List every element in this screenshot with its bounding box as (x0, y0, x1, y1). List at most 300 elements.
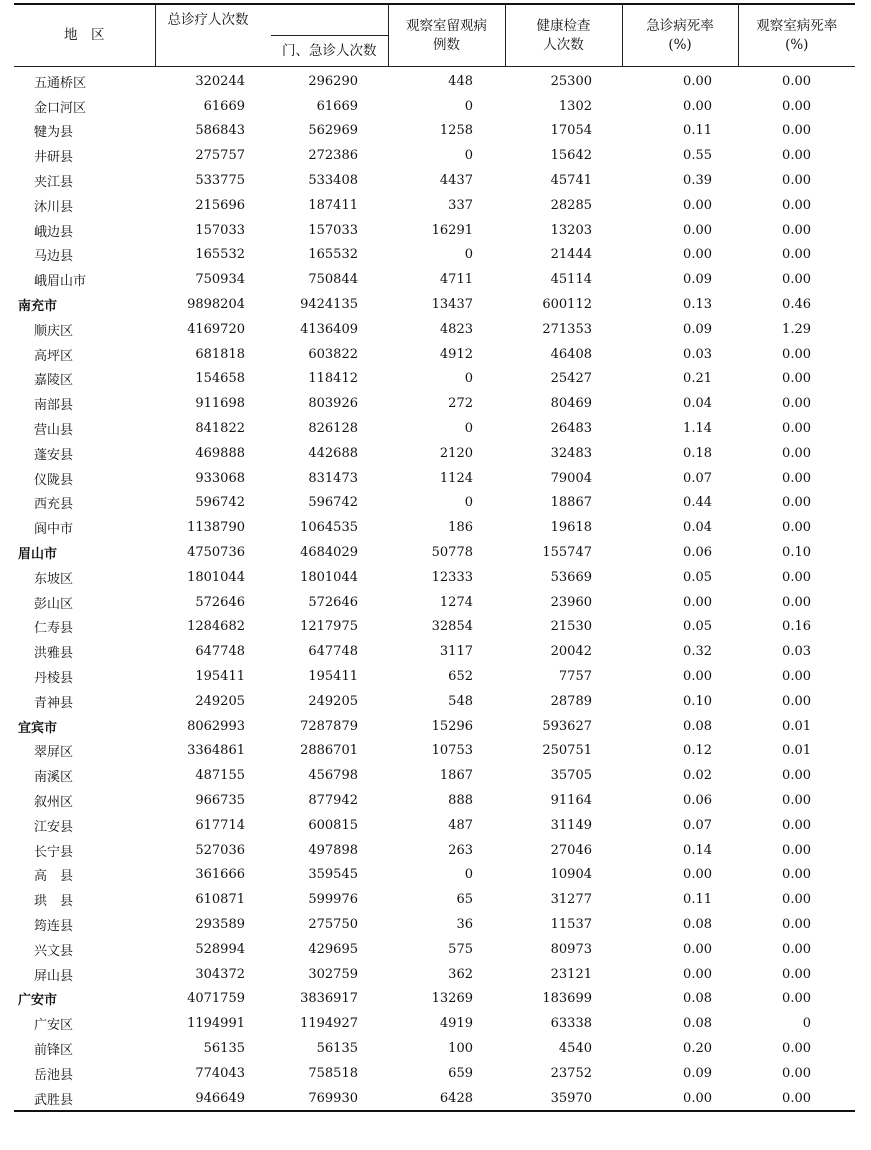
observation-cases-cell: 1258 (439, 123, 473, 139)
header-total-visits: 总诊疗人次数 (155, 4, 388, 36)
district-row (14, 664, 855, 689)
observation-cases-cell: 12333 (431, 569, 473, 585)
emergency-mortality-cell: 0.00 (683, 197, 712, 213)
region-cell: 马边县 (34, 249, 74, 265)
region-cell: 阆中市 (34, 522, 74, 538)
health-checks-cell: 4540 (558, 1040, 592, 1056)
outpatient-emergency-cell: 118412 (308, 371, 358, 387)
health-checks-cell: 32483 (550, 445, 592, 461)
total-visits-cell: 533775 (195, 173, 245, 189)
health-checks-cell: 45114 (550, 272, 592, 288)
outpatient-emergency-cell: 803926 (308, 396, 358, 412)
emergency-mortality-cell: 1.14 (683, 421, 712, 437)
district-row (14, 218, 855, 243)
total-visits-cell: 528994 (195, 941, 245, 957)
outpatient-emergency-cell: 157033 (308, 222, 358, 238)
health-checks-cell: 35970 (505, 1086, 622, 1112)
emergency-mortality-cell: 0.00 (683, 222, 712, 238)
region-cell: 仁寿县 (34, 621, 74, 637)
observation-mortality-cell: 1.29 (782, 321, 811, 337)
observation-mortality-cell: 0.00 (782, 693, 811, 709)
outpatient-emergency-cell: 1194927 (300, 1016, 358, 1032)
observation-cases-cell: 263 (448, 842, 473, 858)
region-cell: 犍为县 (34, 125, 74, 141)
header-observation-mortality: 观察室病死率(%) (738, 4, 855, 67)
observation-mortality-cell: 0.00 (782, 867, 811, 883)
observation-mortality-cell: 0.00 (782, 173, 811, 189)
observation-mortality-cell: 0.00 (782, 445, 811, 461)
total-visits-cell: 647748 (195, 644, 245, 660)
district-row (14, 615, 855, 640)
district-row (14, 515, 855, 540)
total-visits-cell: 750934 (195, 272, 245, 288)
region-cell: 蓬安县 (34, 447, 74, 463)
total-visits-cell: 469888 (195, 445, 245, 461)
region-cell: 南溪区 (34, 770, 74, 786)
outpatient-emergency-cell: 359545 (308, 867, 358, 883)
emergency-mortality-cell: 0.02 (683, 768, 712, 784)
health-checks-cell: 31277 (550, 892, 592, 908)
observation-cases-cell: 4437 (439, 173, 473, 189)
observation-cases-cell: 0 (464, 867, 473, 883)
total-visits-cell: 4169720 (187, 321, 245, 337)
emergency-mortality-cell: 0.05 (683, 619, 712, 635)
region-cell: 兴文县 (34, 943, 74, 959)
outpatient-emergency-cell: 2886701 (300, 743, 358, 759)
outpatient-emergency-cell: 9424135 (300, 297, 358, 313)
district-row (14, 788, 855, 813)
region-cell: 东坡区 (34, 571, 74, 587)
emergency-mortality-cell: 0.00 (683, 594, 712, 610)
outpatient-emergency-cell: 302759 (308, 966, 358, 982)
outpatient-emergency-cell: 877942 (308, 793, 358, 808)
total-visits-cell: 1284682 (187, 619, 245, 635)
outpatient-emergency-cell: 296290 (308, 73, 358, 89)
health-checks-cell: 80973 (550, 941, 592, 957)
total-visits-cell: 4750736 (187, 545, 245, 561)
region-cell: 眉山市 (18, 547, 58, 563)
observation-mortality-cell: 0.00 (782, 371, 811, 387)
observation-cases-cell: 337 (448, 197, 473, 213)
district-row (14, 168, 855, 193)
city-row (14, 986, 855, 1011)
total-visits-cell: 320244 (195, 73, 245, 89)
outpatient-emergency-cell: 562969 (308, 123, 358, 139)
district-row (14, 391, 855, 416)
observation-mortality-cell: 0.01 (782, 743, 811, 759)
total-visits-cell: 61669 (203, 98, 245, 114)
health-checks-cell: 25300 (550, 73, 592, 89)
emergency-mortality-cell: 0.03 (683, 346, 712, 362)
emergency-mortality-cell: 0.21 (683, 371, 712, 387)
observation-cases-cell: 0 (464, 148, 473, 164)
observation-cases-cell: 32854 (431, 619, 473, 635)
total-visits-cell: 966735 (195, 793, 245, 808)
total-visits-cell: 154658 (195, 371, 245, 387)
table-header (14, 4, 855, 67)
district-row (14, 243, 855, 268)
district-row (14, 962, 855, 987)
outpatient-emergency-cell: 442688 (308, 445, 358, 461)
region-cell: 营山县 (34, 423, 74, 439)
health-checks-cell: 271353 (542, 321, 592, 337)
outpatient-emergency-cell: 61669 (316, 98, 358, 114)
emergency-mortality-cell: 0.13 (683, 297, 712, 313)
district-row (14, 67, 855, 94)
emergency-mortality-cell: 0.00 (622, 1086, 738, 1112)
health-checks-cell: 31149 (550, 817, 592, 833)
outpatient-emergency-cell: 758518 (308, 1065, 358, 1081)
total-visits-cell: 617714 (195, 817, 245, 833)
observation-mortality-cell: 0.00 (782, 470, 811, 486)
emergency-mortality-cell: 0.04 (683, 520, 712, 536)
outpatient-emergency-cell: 647748 (308, 644, 358, 660)
district-row (14, 590, 855, 615)
statistics-table (14, 3, 855, 1112)
observation-cases-cell: 50778 (431, 545, 473, 561)
observation-cases-cell: 100 (448, 1040, 473, 1056)
region-cell: 金口河区 (34, 100, 87, 116)
observation-cases-cell: 0 (464, 421, 473, 437)
observation-mortality-cell: 0.00 (782, 669, 811, 685)
observation-cases-cell: 3117 (439, 644, 473, 660)
observation-mortality-cell: 0.00 (782, 396, 811, 412)
health-checks-cell: 15642 (550, 148, 592, 164)
observation-mortality-cell: 0.00 (782, 197, 811, 213)
health-checks-cell: 46408 (550, 346, 592, 362)
header-emergency-mortality: 急诊病死率(%) (622, 4, 738, 67)
header-outpatient-emergency: 门、急诊人次数 (271, 36, 388, 67)
district-row (14, 119, 855, 144)
region-cell: 广安区 (34, 1018, 74, 1034)
district-row (14, 317, 855, 342)
observation-mortality-cell: 0.00 (782, 495, 811, 511)
health-checks-cell: 10904 (550, 867, 592, 883)
total-visits-cell: 1194991 (187, 1016, 245, 1032)
emergency-mortality-cell: 0.06 (683, 545, 712, 561)
emergency-mortality-cell: 0.08 (683, 1016, 712, 1032)
total-visits-cell: 361666 (195, 867, 245, 883)
health-checks-cell: 11537 (550, 916, 592, 932)
total-visits-cell: 3364861 (187, 743, 245, 759)
header-region: 地 区 (14, 4, 155, 67)
header-total-blank (155, 36, 271, 67)
emergency-mortality-cell: 0.00 (683, 98, 712, 114)
observation-cases-cell: 1274 (439, 594, 473, 610)
emergency-mortality-cell: 0.11 (683, 123, 712, 139)
observation-cases-cell: 65 (456, 892, 473, 908)
emergency-mortality-cell: 0.00 (683, 669, 712, 685)
district-row (14, 441, 855, 466)
district-row (14, 739, 855, 764)
health-checks-cell: 1302 (558, 98, 592, 114)
observation-cases-cell: 186 (448, 520, 473, 536)
header-health-checks: 健康检查人次数 (505, 4, 622, 67)
health-checks-cell: 53669 (550, 569, 592, 585)
region-cell: 西充县 (34, 497, 74, 513)
emergency-mortality-cell: 0.20 (683, 1040, 712, 1056)
region-cell: 筠连县 (34, 918, 74, 934)
emergency-mortality-cell: 0.14 (683, 842, 712, 858)
table-body (14, 67, 855, 1112)
region-cell: 嘉陵区 (34, 373, 74, 389)
total-visits-cell: 586843 (195, 123, 245, 139)
emergency-mortality-cell: 0.06 (683, 793, 712, 808)
district-row (14, 689, 855, 714)
total-visits-cell: 911698 (195, 396, 245, 412)
region-cell: 武胜县 (14, 1086, 155, 1112)
health-checks-cell: 21444 (550, 247, 592, 263)
district-row (14, 763, 855, 788)
district-row (14, 813, 855, 838)
observation-mortality-cell: 0.00 (782, 222, 811, 238)
health-checks-cell: 19618 (550, 520, 592, 536)
observation-mortality-cell: 0.00 (782, 768, 811, 784)
observation-mortality-cell: 0.46 (782, 297, 811, 313)
outpatient-emergency-cell: 750844 (308, 272, 358, 288)
observation-cases-cell: 16291 (431, 222, 473, 238)
district-row (14, 491, 855, 516)
observation-mortality-cell: 0.00 (782, 148, 811, 164)
observation-mortality-cell: 0.00 (782, 272, 811, 288)
observation-cases-cell: 272 (448, 396, 473, 412)
region-cell: 南充市 (18, 299, 58, 315)
health-checks-cell: 27046 (550, 842, 592, 858)
outpatient-emergency-cell: 533408 (308, 173, 358, 189)
observation-cases-cell: 13269 (431, 991, 473, 1007)
district-row (14, 94, 855, 119)
total-visits-cell: 774043 (195, 1065, 245, 1081)
health-checks-cell: 18867 (550, 495, 592, 511)
outpatient-emergency-cell: 497898 (308, 842, 358, 858)
region-cell: 高坪区 (34, 348, 74, 364)
observation-cases-cell: 0 (464, 98, 473, 114)
emergency-mortality-cell: 0.09 (683, 272, 712, 288)
emergency-mortality-cell: 0.08 (683, 991, 712, 1007)
observation-mortality-cell: 0.00 (782, 941, 811, 957)
outpatient-emergency-cell: 596742 (308, 495, 358, 511)
district-row (14, 367, 855, 392)
emergency-mortality-cell: 0.00 (683, 73, 712, 89)
emergency-mortality-cell: 0.00 (683, 966, 712, 982)
observation-mortality-cell: 0.00 (782, 817, 811, 833)
observation-mortality-cell: 0.00 (782, 123, 811, 139)
outpatient-emergency-cell: 3836917 (300, 991, 358, 1007)
district-row (14, 342, 855, 367)
district-row (14, 466, 855, 491)
district-row (14, 838, 855, 863)
observation-cases-cell: 1124 (439, 470, 473, 486)
health-checks-cell: 23121 (550, 966, 592, 982)
total-visits-cell: 275757 (195, 148, 245, 164)
observation-cases-cell: 4919 (439, 1016, 473, 1032)
observation-mortality-cell: 0.16 (782, 619, 811, 635)
outpatient-emergency-cell: 600815 (308, 817, 358, 833)
observation-cases-cell: 4823 (439, 321, 473, 337)
health-checks-cell: 23752 (550, 1065, 592, 1081)
district-row (14, 416, 855, 441)
header-observation-cases: 观察室留观病例数 (388, 4, 505, 67)
observation-cases-cell: 448 (448, 73, 473, 89)
total-visits-cell: 527036 (195, 842, 245, 858)
observation-cases-cell: 652 (448, 669, 473, 685)
outpatient-emergency-cell: 831473 (308, 470, 358, 486)
observation-mortality-cell: 0.00 (782, 346, 811, 362)
outpatient-emergency-cell: 826128 (308, 421, 358, 437)
emergency-mortality-cell: 0.39 (683, 173, 712, 189)
total-visits-cell: 487155 (195, 768, 245, 784)
total-visits-cell: 1801044 (187, 569, 245, 585)
emergency-mortality-cell: 0.08 (683, 718, 712, 734)
health-checks-cell: 28285 (550, 197, 592, 213)
observation-mortality-cell: 0.00 (782, 1040, 811, 1056)
health-checks-cell: 23960 (550, 594, 592, 610)
region-cell: 沐川县 (34, 199, 74, 215)
emergency-mortality-cell: 0.10 (683, 693, 712, 709)
emergency-mortality-cell: 0.00 (683, 867, 712, 883)
total-visits-cell: 293589 (195, 916, 245, 932)
emergency-mortality-cell: 0.05 (683, 569, 712, 585)
observation-mortality-cell: 0.00 (782, 421, 811, 437)
observation-mortality-cell: 0 (802, 1016, 811, 1032)
outpatient-emergency-cell: 165532 (308, 247, 358, 263)
region-cell: 屏山县 (34, 968, 74, 984)
district-row (14, 639, 855, 664)
region-cell: 峨边县 (34, 224, 74, 240)
total-visits-cell: 9898204 (187, 297, 245, 313)
total-visits-cell: 1138790 (187, 520, 245, 536)
city-row (14, 292, 855, 317)
total-visits-cell: 572646 (195, 594, 245, 610)
health-checks-cell: 7757 (558, 669, 592, 685)
outpatient-emergency-cell: 572646 (308, 594, 358, 610)
observation-mortality-cell: 0.00 (782, 520, 811, 536)
district-row (14, 912, 855, 937)
observation-mortality-cell: 0.00 (782, 991, 811, 1007)
total-visits-cell: 165532 (195, 247, 245, 263)
emergency-mortality-cell: 0.00 (683, 247, 712, 263)
outpatient-emergency-cell: 429695 (308, 941, 358, 957)
region-cell: 南部县 (34, 398, 74, 414)
observation-cases-cell: 1867 (439, 768, 473, 784)
health-checks-cell: 155747 (542, 545, 592, 561)
emergency-mortality-cell: 0.18 (683, 445, 712, 461)
total-visits-cell: 946649 (155, 1086, 271, 1112)
observation-cases-cell: 0 (464, 495, 473, 511)
observation-cases-cell: 548 (448, 693, 473, 709)
total-visits-cell: 157033 (195, 222, 245, 238)
emergency-mortality-cell: 0.08 (683, 916, 712, 932)
district-row (14, 267, 855, 292)
region-cell: 长宁县 (34, 844, 74, 860)
emergency-mortality-cell: 0.00 (683, 941, 712, 957)
outpatient-emergency-cell: 603822 (308, 346, 358, 362)
outpatient-emergency-cell: 456798 (308, 768, 358, 784)
observation-mortality-cell: 0.10 (782, 545, 811, 561)
region-cell: 岳池县 (34, 1067, 74, 1083)
health-checks-cell: 13203 (550, 222, 592, 238)
total-visits-cell: 841822 (195, 421, 245, 437)
observation-cases-cell: 362 (448, 966, 473, 982)
outpatient-emergency-cell: 1801044 (300, 569, 358, 585)
observation-mortality-cell: 0.00 (738, 1086, 855, 1112)
outpatient-emergency-cell: 187411 (308, 197, 358, 213)
region-cell: 高 县 (34, 869, 74, 885)
observation-mortality-cell: 0.00 (782, 98, 811, 114)
health-checks-cell: 21530 (550, 619, 592, 635)
health-checks-cell: 25427 (550, 371, 592, 387)
observation-mortality-cell: 0.00 (782, 892, 811, 908)
total-visits-cell: 4071759 (187, 991, 245, 1007)
region-cell: 珙 县 (34, 894, 74, 910)
observation-cases-cell: 2120 (439, 445, 473, 461)
health-checks-cell: 17054 (550, 123, 592, 139)
total-visits-cell: 610871 (195, 892, 245, 908)
observation-cases-cell: 0 (464, 247, 473, 263)
outpatient-emergency-cell: 275750 (308, 916, 358, 932)
health-checks-cell: 91164 (550, 793, 592, 808)
emergency-mortality-cell: 0.44 (683, 495, 712, 511)
total-visits-cell: 933068 (195, 470, 245, 486)
observation-cases-cell: 15296 (431, 718, 473, 734)
observation-mortality-cell: 0.00 (782, 247, 811, 263)
observation-cases-cell: 36 (456, 916, 473, 932)
district-row (14, 565, 855, 590)
outpatient-emergency-cell: 4684029 (300, 545, 358, 561)
outpatient-emergency-cell: 769930 (271, 1086, 388, 1112)
district-row (14, 1011, 855, 1036)
observation-mortality-cell: 0.00 (782, 73, 811, 89)
region-cell: 峨眉山市 (34, 274, 87, 290)
region-cell: 前锋区 (34, 1042, 74, 1058)
total-visits-cell: 249205 (195, 693, 245, 709)
district-row (14, 1086, 855, 1112)
health-checks-cell: 593627 (542, 718, 592, 734)
total-visits-cell: 681818 (195, 346, 245, 362)
total-visits-cell: 56135 (203, 1040, 245, 1056)
health-checks-cell: 63338 (550, 1016, 592, 1032)
observation-mortality-cell: 0.00 (782, 842, 811, 858)
emergency-mortality-cell: 0.55 (683, 148, 712, 164)
observation-cases-cell: 4711 (439, 272, 473, 288)
emergency-mortality-cell: 0.07 (683, 470, 712, 486)
region-cell: 广安市 (18, 993, 58, 1009)
emergency-mortality-cell: 0.04 (683, 396, 712, 412)
observation-cases-cell: 659 (448, 1065, 473, 1081)
district-row (14, 937, 855, 962)
outpatient-emergency-cell: 1064535 (300, 520, 358, 536)
emergency-mortality-cell: 0.07 (683, 817, 712, 833)
outpatient-emergency-cell: 56135 (316, 1040, 358, 1056)
observation-cases-cell: 10753 (431, 743, 473, 759)
region-cell: 顺庆区 (34, 323, 74, 339)
outpatient-emergency-cell: 4136409 (300, 321, 358, 337)
emergency-mortality-cell: 0.09 (683, 1065, 712, 1081)
region-cell: 洪雅县 (34, 646, 74, 662)
observation-mortality-cell: 0.00 (782, 569, 811, 585)
health-checks-cell: 45741 (550, 173, 592, 189)
total-visits-cell: 304372 (195, 966, 245, 982)
total-visits-cell: 195411 (195, 669, 245, 685)
district-row (14, 193, 855, 218)
region-cell: 丹棱县 (34, 671, 74, 687)
observation-cases-cell: 13437 (431, 297, 473, 313)
total-visits-cell: 8062993 (187, 718, 245, 734)
outpatient-emergency-cell: 195411 (308, 669, 358, 685)
emergency-mortality-cell: 0.12 (683, 743, 712, 759)
observation-mortality-cell: 0.00 (782, 916, 811, 932)
outpatient-emergency-cell: 599976 (308, 892, 358, 908)
